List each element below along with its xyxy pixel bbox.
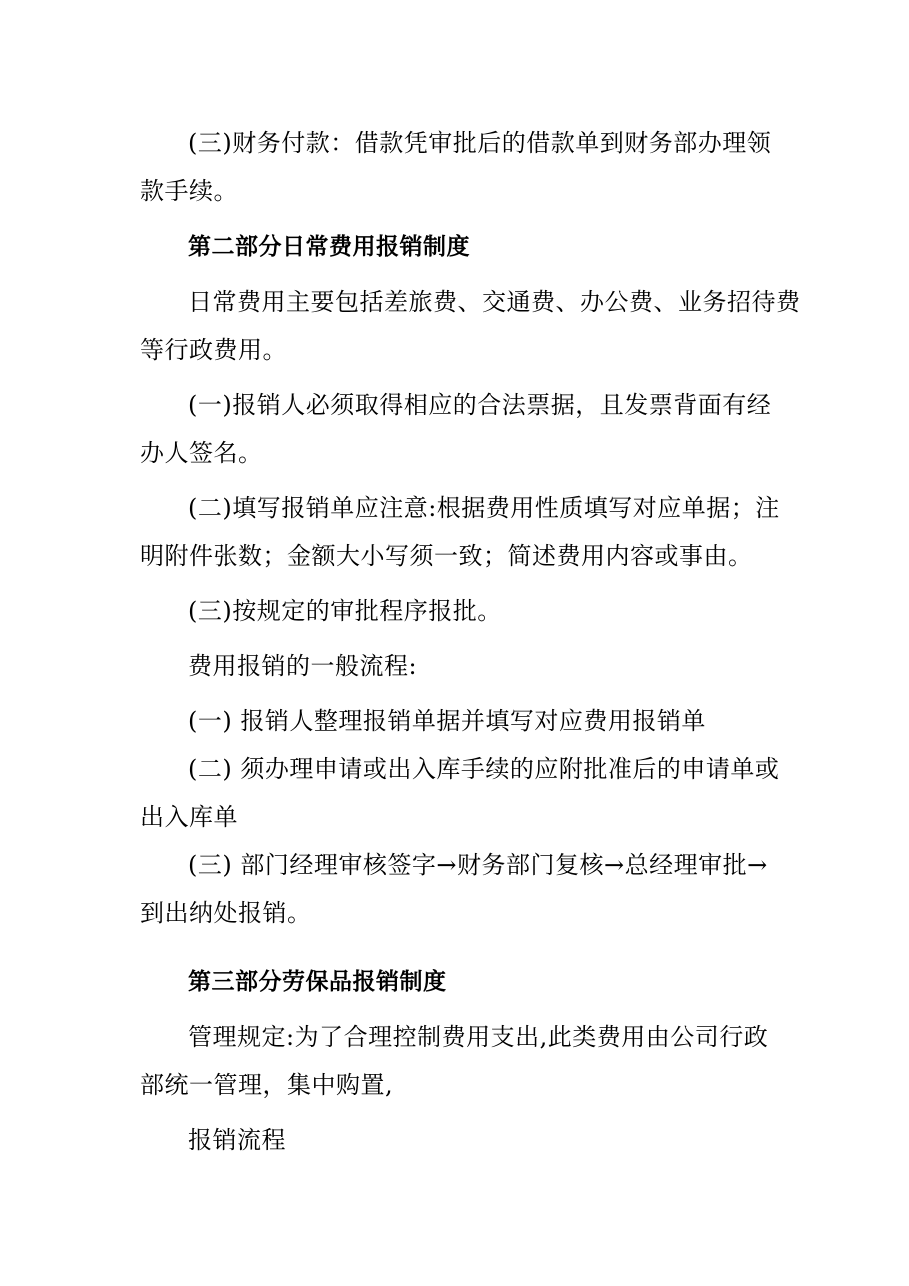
- paragraph-line: 报销流程: [188, 1126, 286, 1154]
- list-item: (三) 部门经理审核签字→财务部门复核→总经理审批→: [188, 851, 768, 879]
- paragraph-line: (一)报销人必须取得相应的合法票据，且发票背面有经: [188, 391, 772, 419]
- paragraph-line: 明附件张数；金额大小写须一致；简述费用内容或事由。: [140, 542, 753, 570]
- paragraph-line: 等行政费用。: [140, 336, 287, 364]
- paragraph-line: (二)填写报销单应注意:根据费用性质填写对应单据；注: [188, 494, 780, 522]
- paragraph-line: 办人签名。: [140, 439, 263, 467]
- paragraph-line: (三)财务付款：借款凭审批后的借款单到财务部办理领: [188, 129, 772, 157]
- list-item: (一) 报销人整理报销单据并填写对应费用报销单: [188, 707, 706, 735]
- section-heading: 第二部分日常费用报销制度: [188, 234, 470, 260]
- paragraph-line: 管理规定:为了合理控制费用支出,此类费用由公司行政: [188, 1023, 769, 1051]
- paragraph-line: 出入库单: [140, 803, 238, 831]
- paragraph-line: 日常费用主要包括差旅费、交通费、办公费、业务招待费: [188, 288, 801, 316]
- section-heading: 第三部分劳保品报销制度: [188, 969, 447, 995]
- paragraph-line: 费用报销的一般流程:: [188, 652, 418, 680]
- paragraph-line: 款手续。: [140, 177, 238, 205]
- paragraph-line: 到出纳处报销。: [140, 899, 312, 927]
- paragraph-line: 部统一管理，集中购置,: [140, 1071, 394, 1099]
- paragraph-line: (三)按规定的审批程序报批。: [188, 597, 502, 625]
- list-item: (二) 须办理申请或出入库手续的应附批准后的申请单或: [188, 755, 780, 783]
